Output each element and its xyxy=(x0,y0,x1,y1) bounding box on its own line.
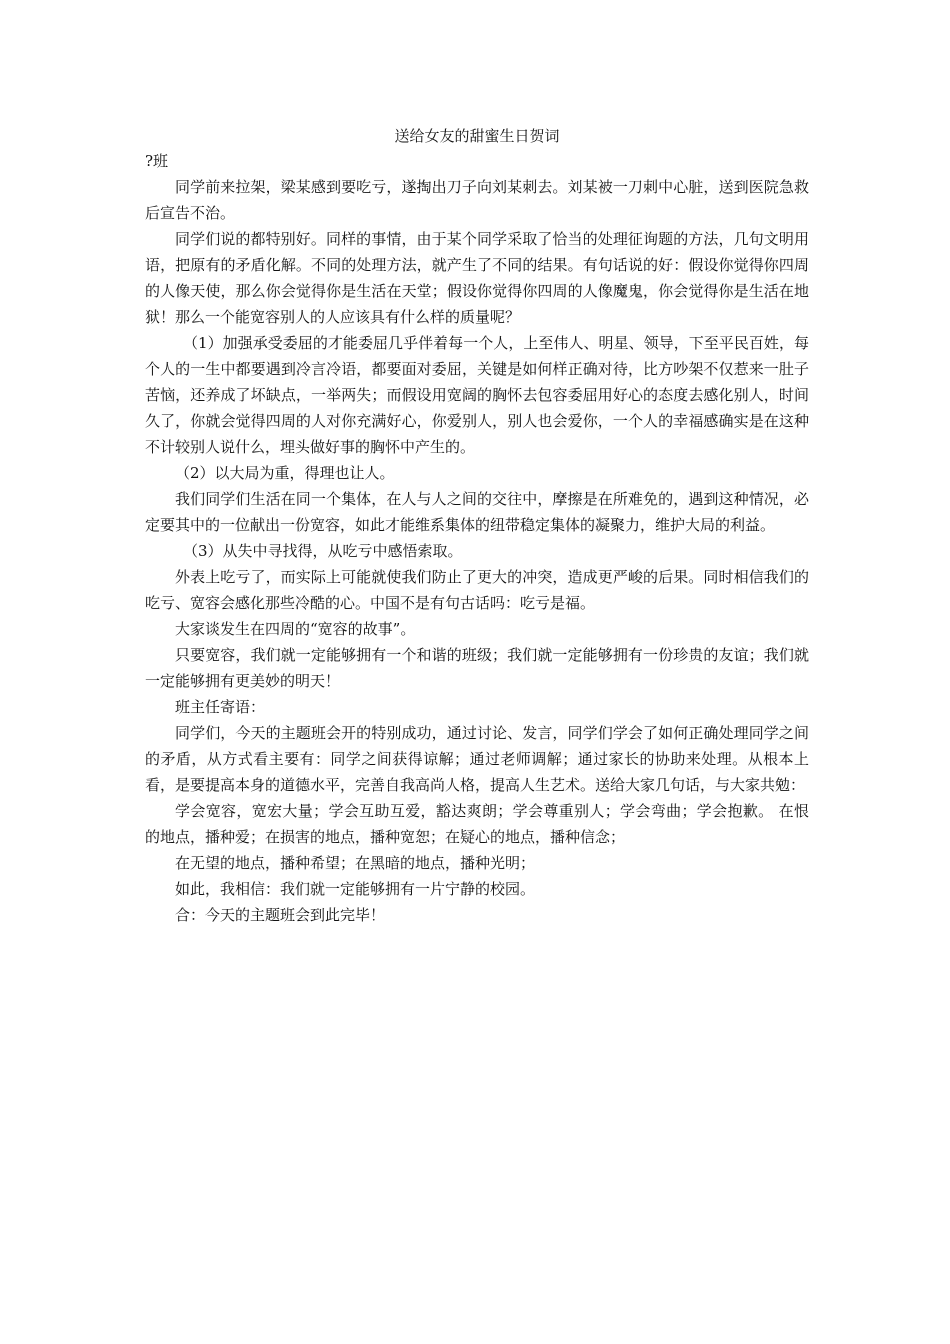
paragraph: （1）加强承受委屈的才能委屈几乎伴着每一个人，上至伟人、明星、领导，下至平民百姓，每个人的一生中都要遇到冷言冷语，都要面对委屈，关键是如何样正确对待，比方吵架不仅惹来一肚子苦恼，还养成了坏缺点，一举两失；而假设用宽阔的胸怀去包容委屈用好心的态度去感化别人，时间久了，你就会觉得四周的人对你充满好心，你爱别人，别人也会爱你，一个人的幸福感确实是在这种不计较别人说什么，埋头做好事的胸怀中产生的。 xyxy=(145,334,809,456)
paragraph: （2）以大局为重，得理也让人。 xyxy=(175,464,395,482)
paragraph: （3）从失中寻找得，从吃亏中感悟索取。 xyxy=(183,542,463,560)
paragraph: 同学们，今天的主题班会开的特别成功，通过讨论、发言，同学们学会了如何正确处理同学之间的矛盾，从方式看主要有：同学之间获得谅解；通过老师调解；通过家长的协助来处理。从根本上看，是要提高本身的道德水平，完善自我高尚人格，提高人生艺术。送给大家几句话，与大家共勉： xyxy=(145,724,809,794)
paragraph: 同学们说的都特别好。同样的事情，由于某个同学采取了恰当的处理征询题的方法，几句文明用语，把原有的矛盾化解。不同的处理方法，就产生了不同的结果。有句话说的好：假设你觉得你四周的人像天使，那么你会觉得你是生活在天堂；假设你觉得你四周的人像魔鬼，你会觉得你是生活在地狱！那么一个能宽容别人的人应该具有什么样的质量呢？ xyxy=(145,230,809,326)
paragraph: 学会宽容，宽宏大量；学会互助互爱，豁达爽朗；学会尊重别人；学会弯曲；学会抱歉。 在恨的地点，播种爱；在损害的地点，播种宽恕；在疑心的地点，播种信念； xyxy=(145,802,809,846)
paragraph: 同学前来拉架，梁某感到要吃亏，遂掏出刀子向刘某刺去。刘某被一刀刺中心脏，送到医院急救后宣告不治。 xyxy=(145,178,809,222)
paragraph: 只要宽容，我们就一定能够拥有一个和谐的班级；我们就一定能够拥有一份珍贵的友谊；我们就一定能够拥有更美妙的明天！ xyxy=(145,646,809,690)
paragraph: 在无望的地点，播种希望；在黑暗的地点，播种光明； xyxy=(175,854,536,872)
document-page xyxy=(145,124,809,928)
paragraph: 班主任寄语： xyxy=(175,698,266,716)
document-title: 送给女友的甜蜜生日贺词 xyxy=(394,127,560,145)
paragraph: 合：今天的主题班会到此完毕！ xyxy=(175,906,386,924)
paragraph: ?班 xyxy=(145,152,169,170)
paragraph: 我们同学们生活在同一个集体，在人与人之间的交往中，摩擦是在所难免的，遇到这种情况，必定要其中的一位献出一份宽容，如此才能维系集体的纽带稳定集体的凝聚力，维护大局的利益。 xyxy=(145,490,809,534)
paragraph: 外表上吃亏了，而实际上可能就使我们防止了更大的冲突，造成更严峻的后果。同时相信我们的吃亏、宽容会感化那些冷酷的心。中国不是有句古话吗：吃亏是福。 xyxy=(145,568,809,612)
paragraph: 如此，我相信：我们就一定能够拥有一片宁静的校园。 xyxy=(175,880,536,898)
paragraph: 大家谈发生在四周的“宽容的故事”。 xyxy=(175,620,416,638)
